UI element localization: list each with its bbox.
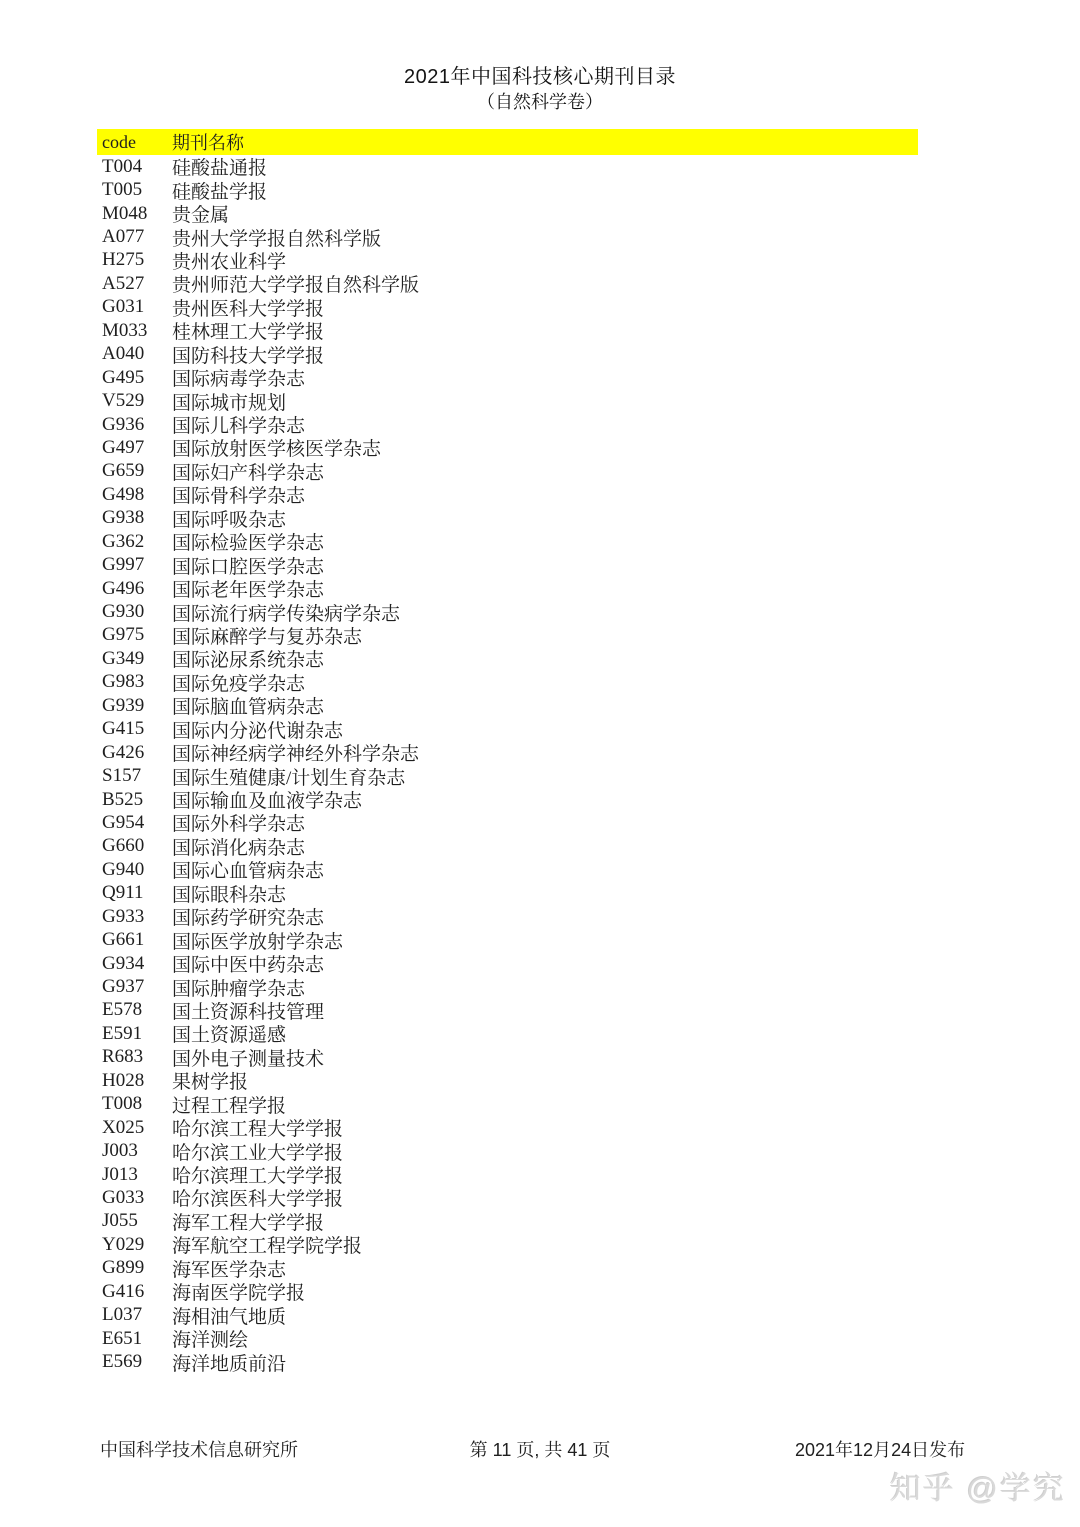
table-row bbox=[97, 366, 918, 389]
column-header-code: code bbox=[102, 131, 136, 152]
page-subtitle: （自然科学卷） bbox=[477, 92, 603, 112]
journal-code: B525 bbox=[102, 788, 144, 810]
journal-code: T004 bbox=[102, 155, 143, 177]
journal-code: G899 bbox=[102, 1257, 145, 1279]
journal-code: G954 bbox=[102, 811, 145, 833]
journal-code: E591 bbox=[102, 1022, 143, 1044]
journal-code: G033 bbox=[102, 1186, 145, 1208]
table-row bbox=[97, 882, 918, 905]
journal-name: 国土资源科技管理 bbox=[172, 1001, 325, 1023]
journal-code: G362 bbox=[102, 530, 145, 552]
table-row bbox=[97, 413, 918, 436]
table-row bbox=[97, 647, 918, 670]
journal-name: 海军工程大学学报 bbox=[172, 1212, 325, 1234]
journal-name: 贵州大学学报自然科学版 bbox=[172, 228, 382, 250]
journal-code: G937 bbox=[102, 976, 145, 998]
journal-code: J003 bbox=[102, 1140, 138, 1162]
journal-table bbox=[97, 129, 918, 1374]
table-row bbox=[97, 1210, 918, 1233]
journal-code: R683 bbox=[102, 1046, 144, 1068]
journal-code: G426 bbox=[102, 741, 145, 763]
watermark: 知乎 @学究 bbox=[889, 1471, 1066, 1506]
journal-name: 海洋地质前沿 bbox=[172, 1353, 287, 1375]
journal-name: 海军医学杂志 bbox=[172, 1259, 287, 1281]
journal-name: 海军航空工程学院学报 bbox=[172, 1236, 363, 1258]
journal-name: 国际肿瘤学杂志 bbox=[172, 978, 306, 1000]
table-row bbox=[97, 952, 918, 975]
journal-code: Q911 bbox=[102, 882, 144, 904]
journal-code: G659 bbox=[102, 460, 145, 482]
table-row bbox=[97, 764, 918, 787]
table-body bbox=[97, 155, 918, 1374]
journal-name: 国际流行病学传染病学杂志 bbox=[172, 603, 401, 625]
journal-name: 国际病毒学杂志 bbox=[172, 369, 306, 391]
table-row bbox=[97, 389, 918, 412]
journal-name: 哈尔滨工业大学学报 bbox=[172, 1142, 344, 1164]
journal-name: 国际泌尿系统杂志 bbox=[172, 650, 325, 672]
journal-code: G660 bbox=[102, 835, 145, 857]
journal-name: 海洋测绘 bbox=[172, 1330, 249, 1352]
journal-name: 国际心血管病杂志 bbox=[172, 861, 325, 883]
journal-code: G498 bbox=[102, 483, 145, 505]
table-row bbox=[97, 1163, 918, 1186]
table-row bbox=[97, 553, 918, 576]
journal-code: G983 bbox=[102, 671, 145, 693]
journal-code: A077 bbox=[102, 226, 145, 248]
journal-name: 国际儿科学杂志 bbox=[172, 416, 306, 438]
table-row bbox=[97, 343, 918, 366]
table-row bbox=[97, 624, 918, 647]
journal-name: 哈尔滨理工大学学报 bbox=[172, 1166, 344, 1188]
journal-code: J055 bbox=[102, 1210, 138, 1232]
table-row bbox=[97, 155, 918, 178]
table-row bbox=[97, 1022, 918, 1045]
journal-name: 国际脑血管病杂志 bbox=[172, 697, 325, 719]
table-row bbox=[97, 999, 918, 1022]
table-row bbox=[97, 694, 918, 717]
journal-code: G940 bbox=[102, 858, 145, 880]
table-row bbox=[97, 296, 918, 319]
journal-name: 硅酸盐通报 bbox=[172, 158, 268, 180]
journal-name: 国际城市规划 bbox=[172, 392, 287, 414]
footer-release-date: 2021年12月24日发布 bbox=[795, 1440, 966, 1460]
table-row bbox=[97, 1186, 918, 1209]
journal-code: G975 bbox=[102, 624, 145, 646]
journal-code: G930 bbox=[102, 601, 145, 623]
table-row bbox=[97, 1069, 918, 1092]
journal-name: 国外电子测量技术 bbox=[172, 1048, 325, 1070]
table-row bbox=[97, 577, 918, 600]
journal-name: 国际放射医学核医学杂志 bbox=[172, 439, 382, 461]
journal-name: 硅酸盐学报 bbox=[172, 181, 268, 203]
journal-code: G416 bbox=[102, 1280, 145, 1302]
journal-code: G936 bbox=[102, 413, 145, 435]
journal-name: 国际眼科杂志 bbox=[172, 884, 287, 906]
table-row bbox=[97, 507, 918, 530]
journal-code: G495 bbox=[102, 366, 145, 388]
journal-name: 果树学报 bbox=[172, 1072, 249, 1094]
journal-name: 国际医学放射学杂志 bbox=[172, 931, 344, 953]
table-row bbox=[97, 1327, 918, 1350]
table-row bbox=[97, 741, 918, 764]
table-row bbox=[97, 272, 918, 295]
journal-code: G997 bbox=[102, 554, 145, 576]
journal-name: 国际输血及血液学杂志 bbox=[172, 791, 363, 813]
table-row bbox=[97, 225, 918, 248]
journal-name: 哈尔滨医科大学学报 bbox=[172, 1189, 344, 1211]
journal-name: 桂林理工大学学报 bbox=[172, 322, 325, 344]
journal-code: G661 bbox=[102, 929, 145, 951]
journal-name: 哈尔滨工程大学学报 bbox=[172, 1119, 344, 1141]
footer-page-indicator: 第 11 页, 共 41 页 bbox=[469, 1440, 611, 1460]
journal-code: L037 bbox=[102, 1304, 143, 1326]
journal-code: Y029 bbox=[102, 1233, 145, 1255]
table-row bbox=[97, 1303, 918, 1326]
journal-name: 国际麻醉学与复苏杂志 bbox=[172, 626, 363, 648]
table-row bbox=[97, 1093, 918, 1116]
journal-name: 国际内分泌代谢杂志 bbox=[172, 720, 344, 742]
table-row bbox=[97, 928, 918, 951]
journal-code: H275 bbox=[102, 249, 145, 271]
table-row bbox=[97, 319, 918, 342]
journal-name: 国际药学研究杂志 bbox=[172, 908, 325, 930]
journal-code: E578 bbox=[102, 999, 143, 1021]
table-row bbox=[97, 460, 918, 483]
table-row bbox=[97, 718, 918, 741]
table-row bbox=[97, 811, 918, 834]
journal-name: 国际骨科学杂志 bbox=[172, 486, 306, 508]
journal-name: 国际消化病杂志 bbox=[172, 837, 306, 859]
journal-name: 国际呼吸杂志 bbox=[172, 509, 287, 531]
table-row bbox=[97, 1280, 918, 1303]
journal-name: 国际免疫学杂志 bbox=[172, 673, 306, 695]
table-row bbox=[97, 858, 918, 881]
table-row bbox=[97, 600, 918, 623]
table-row bbox=[97, 1046, 918, 1069]
journal-code: E651 bbox=[102, 1327, 143, 1349]
journal-name: 国防科技大学学报 bbox=[172, 345, 325, 367]
journal-name: 海相油气地质 bbox=[172, 1306, 287, 1328]
table-row bbox=[97, 1350, 918, 1373]
journal-name: 海南医学院学报 bbox=[172, 1283, 306, 1305]
table-row bbox=[97, 835, 918, 858]
table-row bbox=[97, 483, 918, 506]
table-row bbox=[97, 178, 918, 201]
journal-code: G031 bbox=[102, 296, 145, 318]
journal-code: T008 bbox=[102, 1093, 143, 1115]
journal-code: S157 bbox=[102, 765, 142, 787]
journal-code: G934 bbox=[102, 952, 145, 974]
journal-name: 国际老年医学杂志 bbox=[172, 580, 325, 602]
footer-organization: 中国科学技术信息研究所 bbox=[100, 1440, 298, 1460]
journal-code: G415 bbox=[102, 718, 145, 740]
journal-code: G938 bbox=[102, 507, 145, 529]
journal-name: 国际检验医学杂志 bbox=[172, 533, 325, 555]
table-row bbox=[97, 530, 918, 553]
column-header-journal-name: 期刊名称 bbox=[172, 133, 244, 153]
table-row bbox=[97, 1233, 918, 1256]
table-row bbox=[97, 905, 918, 928]
table-row bbox=[97, 1257, 918, 1280]
journal-name: 国际神经病学神经外科学杂志 bbox=[172, 744, 420, 766]
table-header-row bbox=[97, 129, 918, 155]
table-row bbox=[97, 1116, 918, 1139]
table-row bbox=[97, 788, 918, 811]
page-title: 2021年中国科技核心期刊目录 bbox=[404, 66, 676, 88]
table-row bbox=[97, 436, 918, 459]
table-row bbox=[97, 975, 918, 998]
table-row bbox=[97, 249, 918, 272]
journal-code: G939 bbox=[102, 694, 145, 716]
journal-code: G349 bbox=[102, 647, 145, 669]
journal-code: A040 bbox=[102, 343, 145, 365]
journal-code: G933 bbox=[102, 905, 145, 927]
table-row bbox=[97, 671, 918, 694]
journal-code: H028 bbox=[102, 1069, 145, 1091]
journal-name: 国际口腔医学杂志 bbox=[172, 556, 325, 578]
journal-name: 贵州师范大学学报自然科学版 bbox=[172, 275, 420, 297]
journal-code: X025 bbox=[102, 1116, 145, 1138]
journal-code: J013 bbox=[102, 1163, 138, 1185]
journal-code: G496 bbox=[102, 577, 145, 599]
journal-name: 国土资源遥感 bbox=[172, 1025, 287, 1047]
journal-name: 贵金属 bbox=[172, 205, 230, 227]
journal-code: M033 bbox=[102, 319, 148, 341]
journal-name: 贵州农业科学 bbox=[172, 251, 287, 273]
journal-code: M048 bbox=[102, 202, 148, 224]
journal-code: T005 bbox=[102, 179, 143, 201]
journal-name: 国际生殖健康/计划生育杂志 bbox=[172, 767, 406, 789]
journal-name: 国际中医中药杂志 bbox=[172, 955, 325, 977]
table-row bbox=[97, 1139, 918, 1162]
table-row bbox=[97, 202, 918, 225]
journal-code: V529 bbox=[102, 390, 145, 412]
journal-name: 国际外科学杂志 bbox=[172, 814, 306, 836]
journal-code: A527 bbox=[102, 272, 145, 294]
journal-code: G497 bbox=[102, 436, 145, 458]
journal-name: 国际妇产科学杂志 bbox=[172, 462, 325, 484]
journal-name: 过程工程学报 bbox=[172, 1095, 287, 1117]
journal-code: E569 bbox=[102, 1351, 143, 1373]
journal-name: 贵州医科大学学报 bbox=[172, 298, 325, 320]
